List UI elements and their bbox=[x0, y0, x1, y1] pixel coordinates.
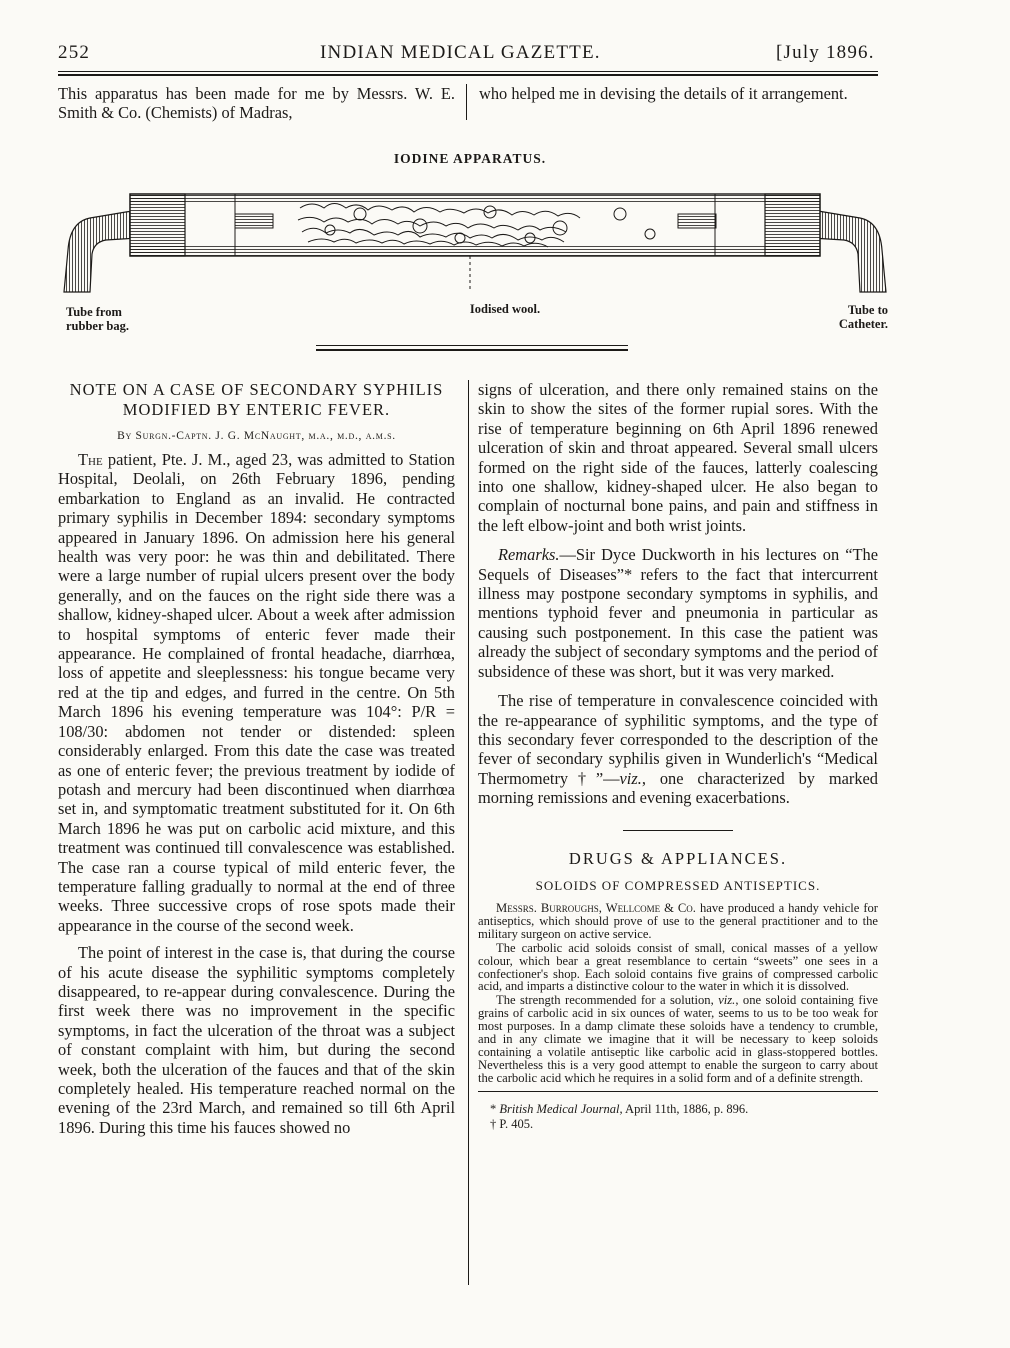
drugs-para-3-text-b: , one soloid containing five grains of carbolic acid in six ounces of water, seems to us to be too weak for most purposes. In a damp climate these soloids have a tendency to crumble, and in any climate we imagine that it will be necessary to keep soloids containing a volatile antiseptic like carbolic acid in glass-stoppered bottles. Nevertheless this is a very good attempt to enable the surgeon to carry about the carbolic acid which he requires in a solid form and of a definite strength. bbox=[478, 993, 878, 1085]
drugs-subheading: SOLOIDS OF COMPRESSED ANTISEPTICS. bbox=[535, 878, 821, 894]
drugs-para-1-lead: Messrs. Burroughs, Wellcome & Co. bbox=[496, 901, 696, 916]
footnote-1 bbox=[478, 1102, 878, 1117]
drugs-para-1-text: have produced a handy vehicle for antiseptics, which should prove of use to the general practitioner and to the military surgeon on active service. bbox=[478, 901, 878, 941]
drugs-para-1 bbox=[478, 902, 878, 941]
intro-right: who helped me in devising the details of it arrangement. bbox=[479, 84, 848, 103]
drugs-para-3 bbox=[478, 994, 878, 1084]
article-byline: By Surgn.-Captn. J. G. McNaught, m.a., m.d., a.m.s. bbox=[117, 430, 396, 442]
drugs-para-2: The carbolic acid soloids consist of small, conical masses of a yellow colour, which bear a great resemblance to certain “sweets” one sees in a confectioner's shop. Each soloid contains five grains of compressed carbolic acid, and imparts a distinctive colour to the water in which it is dissolved. bbox=[478, 940, 878, 994]
remarks-text: —Sir Dyce Duckworth in his lectures on “The Sequels of Diseases”* refers to the fact that intercurrent illness may postpone secondary symptoms in syphilis, and mentions typhoid fever and pneumonia in particular as causing such postponement. In this case the patient was already the subject of secondary symptoms and the period of subsidence of these was short, but it was very marked. bbox=[478, 545, 878, 681]
journal-title: INDIAN MEDICAL GAZETTE. bbox=[320, 42, 601, 63]
iodine-apparatus-illustration bbox=[60, 180, 890, 305]
article-para-1 bbox=[58, 450, 455, 935]
article-para-1-text: patient, Pte. J. M., aged 23, was admitted to Station Hospital, Deolali, on 26th February 1896, pending embarkation to England as an invalid. He contracted primary syphilis in December 1894: secondary symptoms appeared in January 1896. On admission here his general health was very poor: he was thin and debilitated. There were a large number of rupial ulcers present over the body generally, and on the fauces on the right side there was a shallow, kidney-shaped ulcer. About a week after admission to hospital symptoms of enteric fever made their appearance. He complained of frontal headache, diarrhœa, loss of appetite and sleeplessness: his tongue became very red at the tip and edges, and furred in the centre. On 5th March 1896 his evening temperature was 104°: P/R = 108/30: abdomen not tender or distended: spleen considerably enlarged. From this date the case was treated as one of enteric fever; the previous treatment by iodide of potash and mercury had been discontinued when diarrhœa set in, and symptomatic treatment substituted for it. On 6th March 1896 he was put on carbolic acid mixture, and this treatment was continued till convalescence was established. The case ran a course typical of mild enteric fever, the temperature falling gradually to normal at the end of three weeks. Three successive crops of rose spots made their appearance in the course of the second week. bbox=[58, 450, 455, 935]
header-rule bbox=[58, 71, 878, 72]
drugs-para-3-text-a: The strength recommended for a solution, bbox=[496, 993, 719, 1008]
footnote-rule bbox=[478, 1091, 878, 1092]
drugs-para-3-viz: viz. bbox=[718, 993, 736, 1008]
header-rule-2 bbox=[58, 74, 878, 76]
footnote-1-rest: April 11th, 1886, p. 896. bbox=[622, 1101, 749, 1116]
figure-rule-1 bbox=[316, 345, 628, 346]
article-para-3: signs of ulceration, and there only remained stains on the skin to show the sites of the former rupial sores. With the rise of temperature beginning on 6th April 1896 renewed ulceration of skin and throat appeared. Several small ulcers formed on the right side of the fauces, latterly coalescing into one shallow, kidney-shaped ulcer. He also began to complain of nocturnal bone pains, and pain and stiffness in the left elbow-joint and both wrist joints. bbox=[478, 380, 878, 535]
page-number: 252 bbox=[58, 42, 91, 63]
figure-title: IODINE APPARATUS. bbox=[393, 151, 547, 166]
issue-date: [July 1896. bbox=[776, 42, 875, 63]
article-left-column bbox=[58, 380, 455, 1137]
label-iodised-wool: Iodised wool. bbox=[469, 302, 541, 316]
section-rule bbox=[623, 830, 733, 832]
para-5-text-a: The rise of temperature in convalescence coincided with the re-appearance of syphilitic symptoms, and the type of this secondary fever corresponded to the description of the fever of secondary syphilis given in Wunderlich's “Medical Thermometry†”— bbox=[478, 691, 878, 788]
article-title: NOTE ON A CASE OF SECONDARY SYPHILIS MODIFIED BY ENTERIC FEVER. bbox=[69, 380, 444, 419]
label-tube-to-catheter: Tube to Catheter. bbox=[838, 303, 888, 331]
article-para-2: The point of interest in the case is, that during the course of his acute disease the syphilitic symptoms completely disappeared, to re-appear during convalescence. During the first week there was no improvement in the specific symptoms, in fact the ulceration of the throat was a subject of constant complaint with him, but during the second week, both the ulceration of the fauces and that of the skin completely healed. His temperature reached normal on the evening of the 23rd March, and remained so till 6th April 1896. During this time his fauces showed no bbox=[58, 943, 455, 1137]
intro-column-rule bbox=[466, 84, 467, 120]
para-5-viz: viz. bbox=[619, 768, 642, 788]
footnote-1-journal: British Medical Journal, bbox=[499, 1101, 623, 1116]
column-rule bbox=[468, 380, 469, 1285]
intro-left: This apparatus has been made for me by Messrs. W. E. Smith & Co. (Chemists) of Madras, bbox=[58, 84, 455, 123]
article-para-5 bbox=[478, 691, 878, 807]
footnote-2: † P. 405. bbox=[490, 1116, 534, 1131]
figure-rule-2 bbox=[316, 349, 628, 351]
article-right-column bbox=[478, 380, 878, 1132]
article-remarks bbox=[478, 545, 878, 681]
footnote-1-mark: * bbox=[490, 1101, 500, 1116]
remarks-lead: Remarks. bbox=[498, 545, 560, 565]
article-para-1-lead: The bbox=[78, 450, 103, 469]
label-tube-from-bag: Tube from rubber bag. bbox=[66, 305, 129, 333]
drugs-heading: DRUGS & APPLIANCES. bbox=[568, 849, 788, 869]
para-5-text-b: , one characterized by marked morning remissions and evening exacerbations. bbox=[478, 768, 878, 808]
